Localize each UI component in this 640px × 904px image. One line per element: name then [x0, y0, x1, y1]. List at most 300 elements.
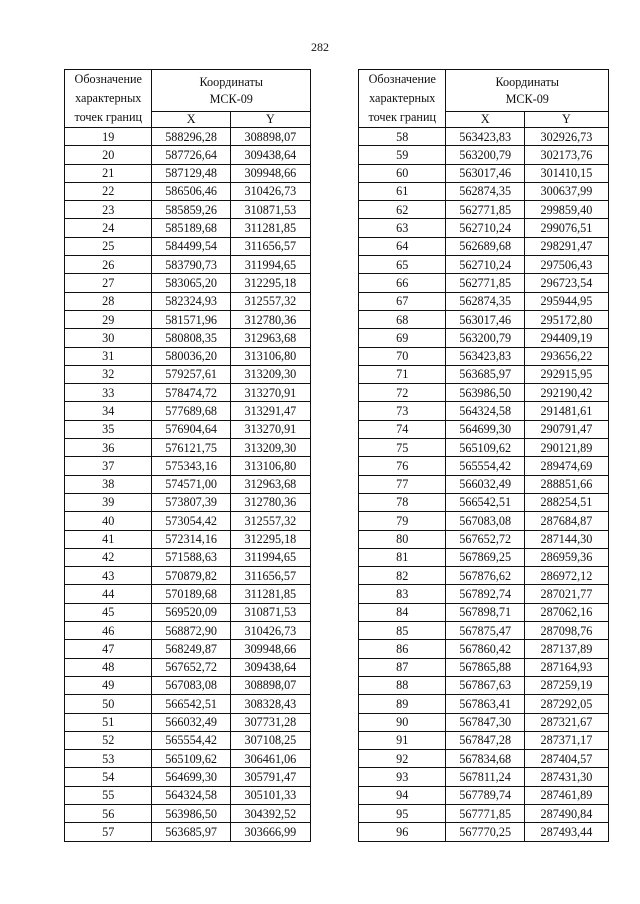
- point-number-cell: 93: [359, 768, 446, 786]
- y-coordinate-cell: 289474,69: [524, 457, 608, 475]
- y-coordinate-cell: 287164,93: [524, 658, 608, 676]
- x-coordinate-cell: 567083,08: [446, 512, 524, 530]
- table-row: [359, 750, 609, 768]
- header-x: X: [446, 112, 524, 128]
- point-number-cell: 35: [65, 420, 152, 438]
- y-coordinate-cell: 287493,44: [524, 823, 608, 841]
- point-number-cell: 32: [65, 365, 152, 383]
- x-coordinate-cell: 567652,72: [446, 530, 524, 548]
- table-row: [359, 713, 609, 731]
- y-coordinate-cell: 311994,65: [230, 548, 310, 566]
- x-coordinate-cell: 564324,58: [446, 402, 524, 420]
- point-number-cell: 41: [65, 530, 152, 548]
- point-number-cell: 70: [359, 347, 446, 365]
- x-coordinate-cell: 572314,16: [152, 530, 230, 548]
- table-row: [65, 201, 311, 219]
- x-coordinate-cell: 567860,42: [446, 640, 524, 658]
- x-coordinate-cell: 576121,75: [152, 439, 230, 457]
- x-coordinate-cell: 567892,74: [446, 585, 524, 603]
- y-coordinate-cell: 310426,73: [230, 622, 310, 640]
- header-designation-line: Обозначение: [74, 72, 142, 86]
- table-row: [359, 786, 609, 804]
- x-coordinate-cell: 575343,16: [152, 457, 230, 475]
- x-coordinate-cell: 586506,46: [152, 182, 230, 200]
- table-row: [359, 384, 609, 402]
- point-number-cell: 86: [359, 640, 446, 658]
- x-coordinate-cell: 573054,42: [152, 512, 230, 530]
- point-number-cell: 39: [65, 493, 152, 511]
- point-number-cell: 88: [359, 676, 446, 694]
- x-coordinate-cell: 568249,87: [152, 640, 230, 658]
- table-row: [359, 182, 609, 200]
- table-row: [65, 731, 311, 749]
- x-coordinate-cell: 567865,88: [446, 658, 524, 676]
- table-row: [65, 676, 311, 694]
- header-coordinates: [446, 70, 609, 112]
- x-coordinate-cell: 587129,48: [152, 164, 230, 182]
- header-designation: [65, 70, 152, 128]
- x-coordinate-cell: 565109,62: [446, 439, 524, 457]
- table-row: [65, 347, 311, 365]
- point-number-cell: 61: [359, 182, 446, 200]
- point-number-cell: 48: [65, 658, 152, 676]
- y-coordinate-cell: 295944,95: [524, 292, 608, 310]
- x-coordinate-cell: 567083,08: [152, 676, 230, 694]
- table-row: [65, 146, 311, 164]
- point-number-cell: 65: [359, 256, 446, 274]
- x-coordinate-cell: 577689,68: [152, 402, 230, 420]
- x-coordinate-cell: 585189,68: [152, 219, 230, 237]
- x-coordinate-cell: 563423,83: [446, 347, 524, 365]
- y-coordinate-cell: 287431,30: [524, 768, 608, 786]
- table-row: [65, 548, 311, 566]
- y-coordinate-cell: 303666,99: [230, 823, 310, 841]
- header-designation-line: характерных: [75, 91, 142, 105]
- table-row: [65, 512, 311, 530]
- point-number-cell: 47: [65, 640, 152, 658]
- y-coordinate-cell: 310871,53: [230, 201, 310, 219]
- y-coordinate-cell: 311994,65: [230, 256, 310, 274]
- x-coordinate-cell: 563986,50: [446, 384, 524, 402]
- y-coordinate-cell: 296723,54: [524, 274, 608, 292]
- x-coordinate-cell: 581571,96: [152, 310, 230, 328]
- y-coordinate-cell: 311281,85: [230, 585, 310, 603]
- point-number-cell: 36: [65, 439, 152, 457]
- point-number-cell: 20: [65, 146, 152, 164]
- table-row: [65, 164, 311, 182]
- x-coordinate-cell: 563685,97: [446, 365, 524, 383]
- point-number-cell: 30: [65, 329, 152, 347]
- point-number-cell: 60: [359, 164, 446, 182]
- point-number-cell: 80: [359, 530, 446, 548]
- table-row: [359, 457, 609, 475]
- coordinates-table-left: [64, 69, 311, 842]
- y-coordinate-cell: 313270,91: [230, 420, 310, 438]
- point-number-cell: 89: [359, 695, 446, 713]
- x-coordinate-cell: 571588,63: [152, 548, 230, 566]
- x-coordinate-cell: 562771,85: [446, 201, 524, 219]
- x-coordinate-cell: 574571,00: [152, 475, 230, 493]
- table-row: [65, 603, 311, 621]
- point-number-cell: 91: [359, 731, 446, 749]
- table-row: [65, 713, 311, 731]
- point-number-cell: 51: [65, 713, 152, 731]
- y-coordinate-cell: 308898,07: [230, 128, 310, 146]
- table-row: [359, 804, 609, 822]
- x-coordinate-cell: 573807,39: [152, 493, 230, 511]
- point-number-cell: 27: [65, 274, 152, 292]
- table-row: [65, 622, 311, 640]
- table-row: [65, 768, 311, 786]
- point-number-cell: 63: [359, 219, 446, 237]
- table-row: [65, 750, 311, 768]
- x-coordinate-cell: 567770,25: [446, 823, 524, 841]
- point-number-cell: 85: [359, 622, 446, 640]
- x-coordinate-cell: 562689,68: [446, 237, 524, 255]
- y-coordinate-cell: 288254,51: [524, 493, 608, 511]
- x-coordinate-cell: 569520,09: [152, 603, 230, 621]
- y-coordinate-cell: 292915,95: [524, 365, 608, 383]
- point-number-cell: 72: [359, 384, 446, 402]
- table-row: [359, 274, 609, 292]
- table-row: [359, 603, 609, 621]
- point-number-cell: 34: [65, 402, 152, 420]
- y-coordinate-cell: 288851,66: [524, 475, 608, 493]
- y-coordinate-cell: 312780,36: [230, 310, 310, 328]
- x-coordinate-cell: 588296,28: [152, 128, 230, 146]
- y-coordinate-cell: 311281,85: [230, 219, 310, 237]
- y-coordinate-cell: 311656,57: [230, 237, 310, 255]
- point-number-cell: 53: [65, 750, 152, 768]
- table-body-right: [359, 128, 609, 842]
- table-row: [359, 219, 609, 237]
- point-number-cell: 45: [65, 603, 152, 621]
- table-row: [359, 164, 609, 182]
- y-coordinate-cell: 287259,19: [524, 676, 608, 694]
- table-row: [65, 219, 311, 237]
- y-coordinate-cell: 290121,89: [524, 439, 608, 457]
- point-number-cell: 92: [359, 750, 446, 768]
- point-number-cell: 66: [359, 274, 446, 292]
- y-coordinate-cell: 307108,25: [230, 731, 310, 749]
- point-number-cell: 49: [65, 676, 152, 694]
- y-coordinate-cell: 287321,67: [524, 713, 608, 731]
- point-number-cell: 75: [359, 439, 446, 457]
- x-coordinate-cell: 566032,49: [446, 475, 524, 493]
- y-coordinate-cell: 302173,76: [524, 146, 608, 164]
- y-coordinate-cell: 287371,17: [524, 731, 608, 749]
- x-coordinate-cell: 564699,30: [152, 768, 230, 786]
- coordinates-table-right: [358, 69, 609, 842]
- x-coordinate-cell: 567847,28: [446, 731, 524, 749]
- y-coordinate-cell: 297506,43: [524, 256, 608, 274]
- x-coordinate-cell: 566032,49: [152, 713, 230, 731]
- table-row: [359, 365, 609, 383]
- table-row: [359, 695, 609, 713]
- header-coordinates-line: МСК-09: [209, 91, 253, 106]
- y-coordinate-cell: 313106,80: [230, 347, 310, 365]
- y-coordinate-cell: 298291,47: [524, 237, 608, 255]
- x-coordinate-cell: 563986,50: [152, 804, 230, 822]
- x-coordinate-cell: 565109,62: [152, 750, 230, 768]
- point-number-cell: 22: [65, 182, 152, 200]
- x-coordinate-cell: 567863,41: [446, 695, 524, 713]
- y-coordinate-cell: 287292,05: [524, 695, 608, 713]
- y-coordinate-cell: 287137,89: [524, 640, 608, 658]
- y-coordinate-cell: 308328,43: [230, 695, 310, 713]
- table-row: [65, 640, 311, 658]
- y-coordinate-cell: 292190,42: [524, 384, 608, 402]
- x-coordinate-cell: 567771,85: [446, 804, 524, 822]
- table-row: [65, 658, 311, 676]
- x-coordinate-cell: 562874,35: [446, 182, 524, 200]
- table-row: [359, 256, 609, 274]
- point-number-cell: 95: [359, 804, 446, 822]
- point-number-cell: 56: [65, 804, 152, 822]
- table-row: [359, 512, 609, 530]
- header-designation-line: точек границ: [368, 110, 436, 124]
- table-row: [359, 420, 609, 438]
- y-coordinate-cell: 299859,40: [524, 201, 608, 219]
- y-coordinate-cell: 312295,18: [230, 274, 310, 292]
- point-number-cell: 25: [65, 237, 152, 255]
- table-row: [65, 439, 311, 457]
- table-row: [65, 237, 311, 255]
- table-row: [359, 676, 609, 694]
- x-coordinate-cell: 584499,54: [152, 237, 230, 255]
- y-coordinate-cell: 312557,32: [230, 292, 310, 310]
- y-coordinate-cell: 313291,47: [230, 402, 310, 420]
- x-coordinate-cell: 570189,68: [152, 585, 230, 603]
- table-row: [65, 256, 311, 274]
- y-coordinate-cell: 309948,66: [230, 164, 310, 182]
- table-row: [359, 347, 609, 365]
- table-row: [359, 439, 609, 457]
- table-row: [359, 622, 609, 640]
- y-coordinate-cell: 307731,28: [230, 713, 310, 731]
- point-number-cell: 62: [359, 201, 446, 219]
- page-number: 282: [311, 40, 329, 54]
- y-coordinate-cell: 313209,30: [230, 365, 310, 383]
- y-coordinate-cell: 312780,36: [230, 493, 310, 511]
- table-row: [359, 146, 609, 164]
- x-coordinate-cell: 566542,51: [152, 695, 230, 713]
- point-number-cell: 68: [359, 310, 446, 328]
- x-coordinate-cell: 582324,93: [152, 292, 230, 310]
- header-coordinates-line: Координаты: [495, 74, 559, 89]
- x-coordinate-cell: 567898,71: [446, 603, 524, 621]
- table-row: [359, 640, 609, 658]
- header-y: Y: [524, 112, 608, 128]
- point-number-cell: 43: [65, 567, 152, 585]
- point-number-cell: 46: [65, 622, 152, 640]
- header-designation: [359, 70, 446, 128]
- header-y: Y: [230, 112, 310, 128]
- header-designation-line: Обозначение: [368, 72, 436, 86]
- y-coordinate-cell: 311656,57: [230, 567, 310, 585]
- x-coordinate-cell: 567834,68: [446, 750, 524, 768]
- x-coordinate-cell: 563017,46: [446, 164, 524, 182]
- table-row: [359, 585, 609, 603]
- table-row: [65, 695, 311, 713]
- y-coordinate-cell: 290791,47: [524, 420, 608, 438]
- point-number-cell: 26: [65, 256, 152, 274]
- table-row: [359, 768, 609, 786]
- x-coordinate-cell: 563200,79: [446, 329, 524, 347]
- x-coordinate-cell: 583065,20: [152, 274, 230, 292]
- table-row: [359, 292, 609, 310]
- point-number-cell: 81: [359, 548, 446, 566]
- point-number-cell: 21: [65, 164, 152, 182]
- x-coordinate-cell: 583790,73: [152, 256, 230, 274]
- table-row: [65, 567, 311, 585]
- y-coordinate-cell: 291481,61: [524, 402, 608, 420]
- header-designation-line: характерных: [369, 91, 436, 105]
- point-number-cell: 73: [359, 402, 446, 420]
- point-number-cell: 84: [359, 603, 446, 621]
- point-number-cell: 78: [359, 493, 446, 511]
- table-row: [65, 585, 311, 603]
- table-row: [65, 182, 311, 200]
- table-row: [65, 329, 311, 347]
- y-coordinate-cell: 287021,77: [524, 585, 608, 603]
- x-coordinate-cell: 570879,82: [152, 567, 230, 585]
- x-coordinate-cell: 564699,30: [446, 420, 524, 438]
- y-coordinate-cell: 287144,30: [524, 530, 608, 548]
- table-row: [359, 548, 609, 566]
- point-number-cell: 23: [65, 201, 152, 219]
- table-row: [65, 365, 311, 383]
- point-number-cell: 52: [65, 731, 152, 749]
- x-coordinate-cell: 565554,42: [446, 457, 524, 475]
- point-number-cell: 96: [359, 823, 446, 841]
- table-row: [359, 530, 609, 548]
- table-row: [65, 292, 311, 310]
- point-number-cell: 76: [359, 457, 446, 475]
- x-coordinate-cell: 580036,20: [152, 347, 230, 365]
- x-coordinate-cell: 585859,26: [152, 201, 230, 219]
- table-row: [359, 201, 609, 219]
- y-coordinate-cell: 308898,07: [230, 676, 310, 694]
- point-number-cell: 82: [359, 567, 446, 585]
- y-coordinate-cell: 309438,64: [230, 146, 310, 164]
- x-coordinate-cell: 567876,62: [446, 567, 524, 585]
- table-row: [359, 475, 609, 493]
- x-coordinate-cell: 562874,35: [446, 292, 524, 310]
- point-number-cell: 69: [359, 329, 446, 347]
- x-coordinate-cell: 580808,35: [152, 329, 230, 347]
- y-coordinate-cell: 312963,68: [230, 329, 310, 347]
- x-coordinate-cell: 563423,83: [446, 128, 524, 146]
- x-coordinate-cell: 563685,97: [152, 823, 230, 841]
- header-designation-line: точек границ: [74, 110, 142, 124]
- point-number-cell: 50: [65, 695, 152, 713]
- x-coordinate-cell: 562710,24: [446, 256, 524, 274]
- x-coordinate-cell: 567869,25: [446, 548, 524, 566]
- header-coordinates: [152, 70, 311, 112]
- x-coordinate-cell: 567789,74: [446, 786, 524, 804]
- x-coordinate-cell: 568872,90: [152, 622, 230, 640]
- table-body-left: [65, 128, 311, 842]
- table-row: [65, 823, 311, 841]
- x-coordinate-cell: 563200,79: [446, 146, 524, 164]
- point-number-cell: 42: [65, 548, 152, 566]
- y-coordinate-cell: 302926,73: [524, 128, 608, 146]
- y-coordinate-cell: 309438,64: [230, 658, 310, 676]
- point-number-cell: 77: [359, 475, 446, 493]
- table-row: [359, 128, 609, 146]
- x-coordinate-cell: 578474,72: [152, 384, 230, 402]
- table-row: [359, 658, 609, 676]
- point-number-cell: 64: [359, 237, 446, 255]
- y-coordinate-cell: 313270,91: [230, 384, 310, 402]
- point-number-cell: 67: [359, 292, 446, 310]
- point-number-cell: 94: [359, 786, 446, 804]
- x-coordinate-cell: 567867,63: [446, 676, 524, 694]
- header-x: X: [152, 112, 230, 128]
- x-coordinate-cell: 566542,51: [446, 493, 524, 511]
- y-coordinate-cell: 305791,47: [230, 768, 310, 786]
- y-coordinate-cell: 293656,22: [524, 347, 608, 365]
- y-coordinate-cell: 310871,53: [230, 603, 310, 621]
- y-coordinate-cell: 312295,18: [230, 530, 310, 548]
- table-row: [65, 274, 311, 292]
- table-row: [65, 804, 311, 822]
- y-coordinate-cell: 309948,66: [230, 640, 310, 658]
- table-row: [359, 329, 609, 347]
- table-row: [65, 493, 311, 511]
- point-number-cell: 57: [65, 823, 152, 841]
- table-row: [65, 384, 311, 402]
- x-coordinate-cell: 562771,85: [446, 274, 524, 292]
- x-coordinate-cell: 579257,61: [152, 365, 230, 383]
- table-row: [359, 493, 609, 511]
- y-coordinate-cell: 301410,15: [524, 164, 608, 182]
- table-row: [65, 310, 311, 328]
- point-number-cell: 59: [359, 146, 446, 164]
- x-coordinate-cell: 564324,58: [152, 786, 230, 804]
- y-coordinate-cell: 305101,33: [230, 786, 310, 804]
- point-number-cell: 90: [359, 713, 446, 731]
- point-number-cell: 87: [359, 658, 446, 676]
- table-row: [65, 475, 311, 493]
- point-number-cell: 71: [359, 365, 446, 383]
- table-row: [359, 237, 609, 255]
- x-coordinate-cell: 565554,42: [152, 731, 230, 749]
- point-number-cell: 44: [65, 585, 152, 603]
- y-coordinate-cell: 304392,52: [230, 804, 310, 822]
- y-coordinate-cell: 306461,06: [230, 750, 310, 768]
- point-number-cell: 37: [65, 457, 152, 475]
- point-number-cell: 83: [359, 585, 446, 603]
- x-coordinate-cell: 567652,72: [152, 658, 230, 676]
- x-coordinate-cell: 567875,47: [446, 622, 524, 640]
- point-number-cell: 31: [65, 347, 152, 365]
- point-number-cell: 55: [65, 786, 152, 804]
- y-coordinate-cell: 299076,51: [524, 219, 608, 237]
- x-coordinate-cell: 567847,30: [446, 713, 524, 731]
- point-number-cell: 58: [359, 128, 446, 146]
- y-coordinate-cell: 313209,30: [230, 439, 310, 457]
- x-coordinate-cell: 567811,24: [446, 768, 524, 786]
- y-coordinate-cell: 287404,57: [524, 750, 608, 768]
- point-number-cell: 28: [65, 292, 152, 310]
- y-coordinate-cell: 287684,87: [524, 512, 608, 530]
- y-coordinate-cell: 312557,32: [230, 512, 310, 530]
- header-coordinates-line: Координаты: [199, 74, 263, 89]
- x-coordinate-cell: 576904,64: [152, 420, 230, 438]
- table-row: [65, 786, 311, 804]
